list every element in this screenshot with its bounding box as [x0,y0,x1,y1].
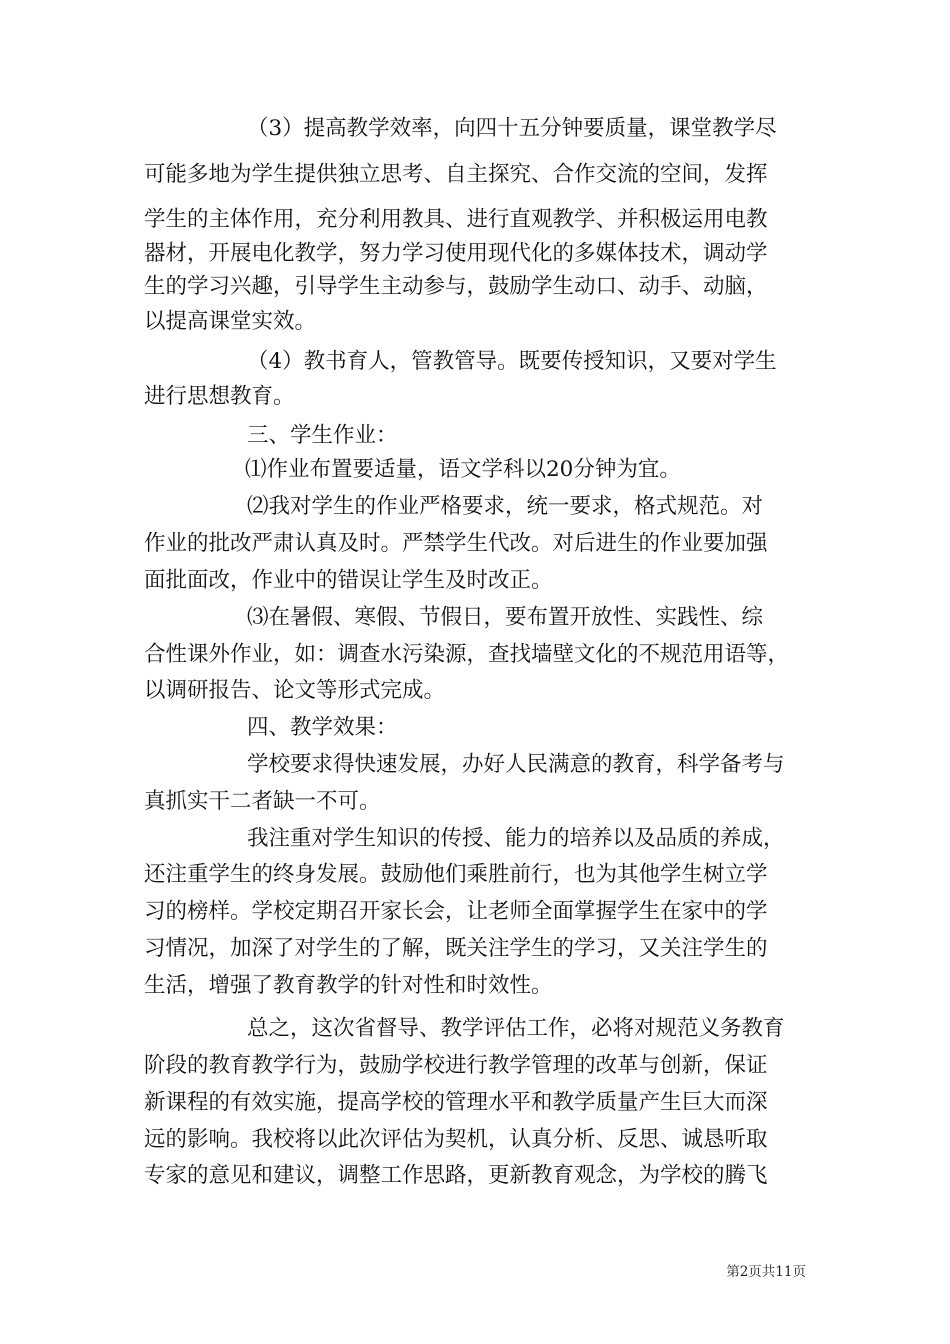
text-line: 以提高课堂实效。 [144,309,317,334]
text-line: 新课程的有效实施，提高学校的管理水平和教学质量产生巨大而深 [144,1090,768,1115]
text-line: 远的影响。我校将以此次评估为契机，认真分析、反思、诚恳听取 [144,1127,768,1152]
text-line: ⑴作业布置要适量，语文学科以20分钟为宜。 [245,457,681,482]
text-line: 习的榜样。学校定期召开家长会，让老师全面掌握学生在家中的学 [144,899,768,924]
text-line: 面批面改，作业中的错误让学生及时改正。 [144,568,553,593]
text-line: 我注重对学生知识的传授、能力的培养以及品质的养成， [247,826,785,851]
text-line: 作业的批改严肃认真及时。严禁学生代改。对后进生的作业要加强 [144,531,768,556]
text-line: 可能多地为学生提供独立思考、自主探究、合作交流的空间，发挥 [144,162,768,187]
section-heading: 四、教学效果： [247,715,398,740]
page-number-footer: 第2页共11页 [726,1264,806,1280]
text-line: （4）教书育人，管教管导。既要传授知识，又要对学生 [247,349,777,374]
text-line: 阶段的教育教学行为，鼓励学校进行教学管理的改革与创新，保证 [144,1053,768,1078]
section-heading: 三、学生作业： [247,423,398,448]
text-line: 生的学习兴趣，引导学生主动参与，鼓励学生动口、动手、动脑， [144,274,768,299]
text-line: 学生的主体作用，充分利用教具、进行直观教学、并积极运用电教 [144,207,768,232]
text-line: 还注重学生的终身发展。鼓励他们乘胜前行，也为其他学生树立学 [144,862,768,887]
text-line: 专家的意见和建议，调整工作思路，更新教育观念，为学校的腾飞 [144,1163,768,1188]
text-line: 习情况，加深了对学生的了解，既关注学生的学习，又关注学生的 [144,936,768,961]
text-line: ⑶在暑假、寒假、节假日，要布置开放性、实践性、综 [247,605,764,630]
text-line: 生活，增强了教育教学的针对性和时效性。 [144,973,553,998]
text-line: 器材，开展电化教学，努力学习使用现代化的多媒体技术，调动学 [144,241,768,266]
text-line: 总之，这次省督导、教学评估工作，必将对规范义务教育 [247,1016,785,1041]
text-line: 以调研报告、论文等形式完成。 [144,678,446,703]
text-line: 合性课外作业，如：调查水污染源，查找墙壁文化的不规范用语等， [144,642,790,667]
text-line: （3）提高教学效率，向四十五分钟要质量，课堂教学尽 [247,116,777,141]
text-line: 进行思想教育。 [144,384,295,409]
text-line: ⑵我对学生的作业严格要求，统一要求，格式规范。对 [247,494,764,519]
text-line: 真抓实干二者缺一不可。 [144,789,381,814]
text-line: 学校要求得快速发展，办好人民满意的教育，科学备考与 [247,752,785,777]
